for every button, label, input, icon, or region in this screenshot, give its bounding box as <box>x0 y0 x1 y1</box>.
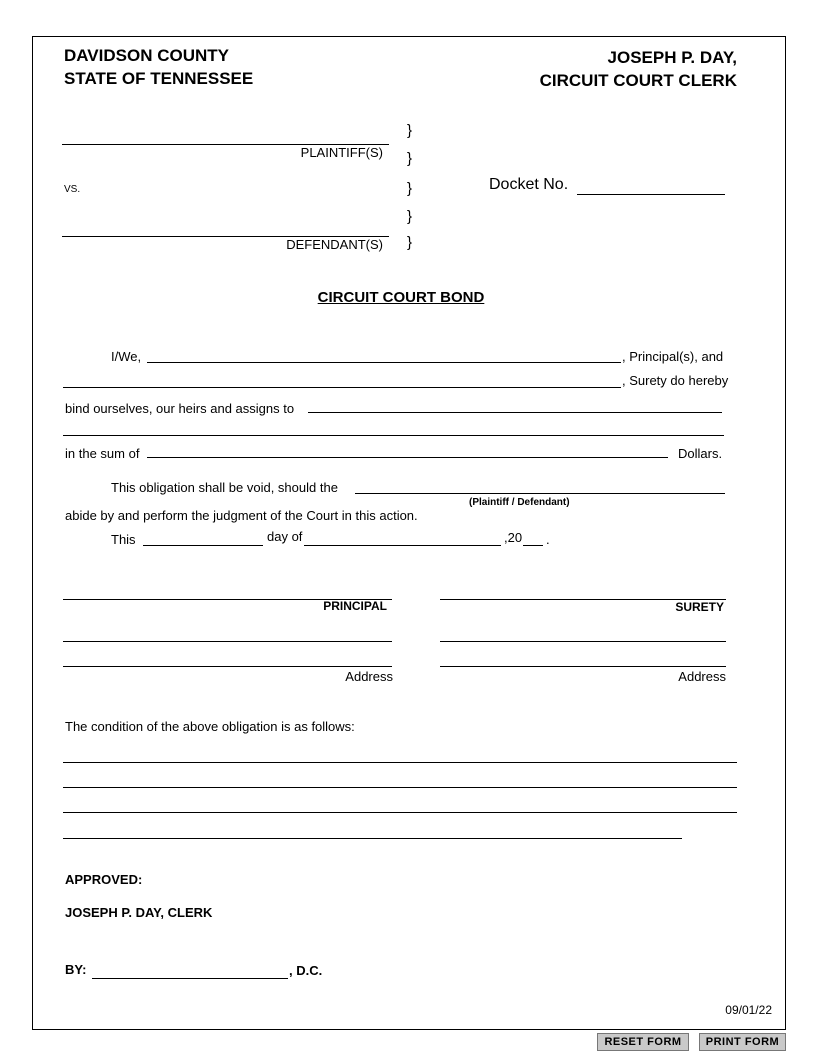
month-field[interactable] <box>304 545 501 546</box>
revision-date: 09/01/22 <box>725 1003 772 1017</box>
versus-label: VS. <box>64 184 81 195</box>
surety-text: , Surety do hereby <box>622 373 729 388</box>
caption-brace: } <box>407 180 413 197</box>
dc-label: , D.C. <box>289 963 323 978</box>
year-suffix: . <box>546 532 550 547</box>
dollars-label: Dollars. <box>678 446 723 461</box>
obligee-field-line2[interactable] <box>63 435 724 436</box>
state-name: STATE OF TENNESSEE <box>64 69 254 88</box>
clerk-name: JOSEPH P. DAY, <box>607 48 737 67</box>
bind-text: bind ourselves, our heirs and assigns to <box>65 401 295 416</box>
this-label: This <box>111 532 136 547</box>
condition-field-line2[interactable] <box>63 787 737 788</box>
principal-address-field-line2[interactable] <box>63 666 392 667</box>
docket-number-field[interactable] <box>577 194 725 195</box>
obligation-text: This obligation shall be void, should the <box>111 480 338 495</box>
abide-text: abide by and perform the judgment of the Court in this action. <box>65 508 418 523</box>
party-hint: (Plaintiff / Defendant) <box>469 497 570 508</box>
surety-label: SURETY <box>675 600 724 614</box>
plaintiff-label: PLAINTIFF(S) <box>300 145 383 160</box>
caption-brace: } <box>407 150 413 167</box>
surety-address-field-line2[interactable] <box>440 666 726 667</box>
iwe-label: I/We, <box>111 349 142 364</box>
by-label: BY: <box>65 962 87 977</box>
day-of-label: day of <box>267 529 303 544</box>
sum-label: in the sum of <box>65 446 140 461</box>
sum-field[interactable] <box>147 457 668 458</box>
principal-address-field[interactable] <box>63 641 392 642</box>
condition-field-line3[interactable] <box>63 812 737 813</box>
print-form-button[interactable]: PRINT FORM <box>699 1033 786 1051</box>
approving-clerk: JOSEPH P. DAY, CLERK <box>65 905 213 920</box>
surety-name-field[interactable] <box>63 387 621 388</box>
party-field[interactable] <box>355 493 725 494</box>
principal-label: PRINCIPAL <box>323 599 387 613</box>
surety-address-field[interactable] <box>440 641 726 642</box>
day-field[interactable] <box>143 545 263 546</box>
caption-brace: } <box>407 234 413 251</box>
form-title: CIRCUIT COURT BOND <box>317 289 485 306</box>
surety-address-label: Address <box>678 669 726 684</box>
condition-text: The condition of the above obligation is as follows: <box>65 719 355 734</box>
year-prefix: ,20 <box>504 530 523 545</box>
caption-brace: } <box>407 208 413 225</box>
docket-label: Docket No. <box>489 176 569 193</box>
defendant-label: DEFENDANT(S) <box>286 237 383 252</box>
year-field[interactable] <box>523 545 543 546</box>
county-name: DAVIDSON COUNTY <box>64 46 229 65</box>
principals-text: , Principal(s), and <box>622 349 724 364</box>
condition-field-line1[interactable] <box>63 762 737 763</box>
caption-brace: } <box>407 122 413 139</box>
obligee-field[interactable] <box>308 412 722 413</box>
approved-label: APPROVED: <box>65 872 143 887</box>
reset-form-button[interactable]: RESET FORM <box>597 1033 689 1051</box>
deputy-clerk-signature-field[interactable] <box>92 978 288 979</box>
condition-field-line4[interactable] <box>63 838 682 839</box>
clerk-title: CIRCUIT COURT CLERK <box>539 71 737 90</box>
principal-address-label: Address <box>345 669 393 684</box>
principal-name-field[interactable] <box>147 362 621 363</box>
